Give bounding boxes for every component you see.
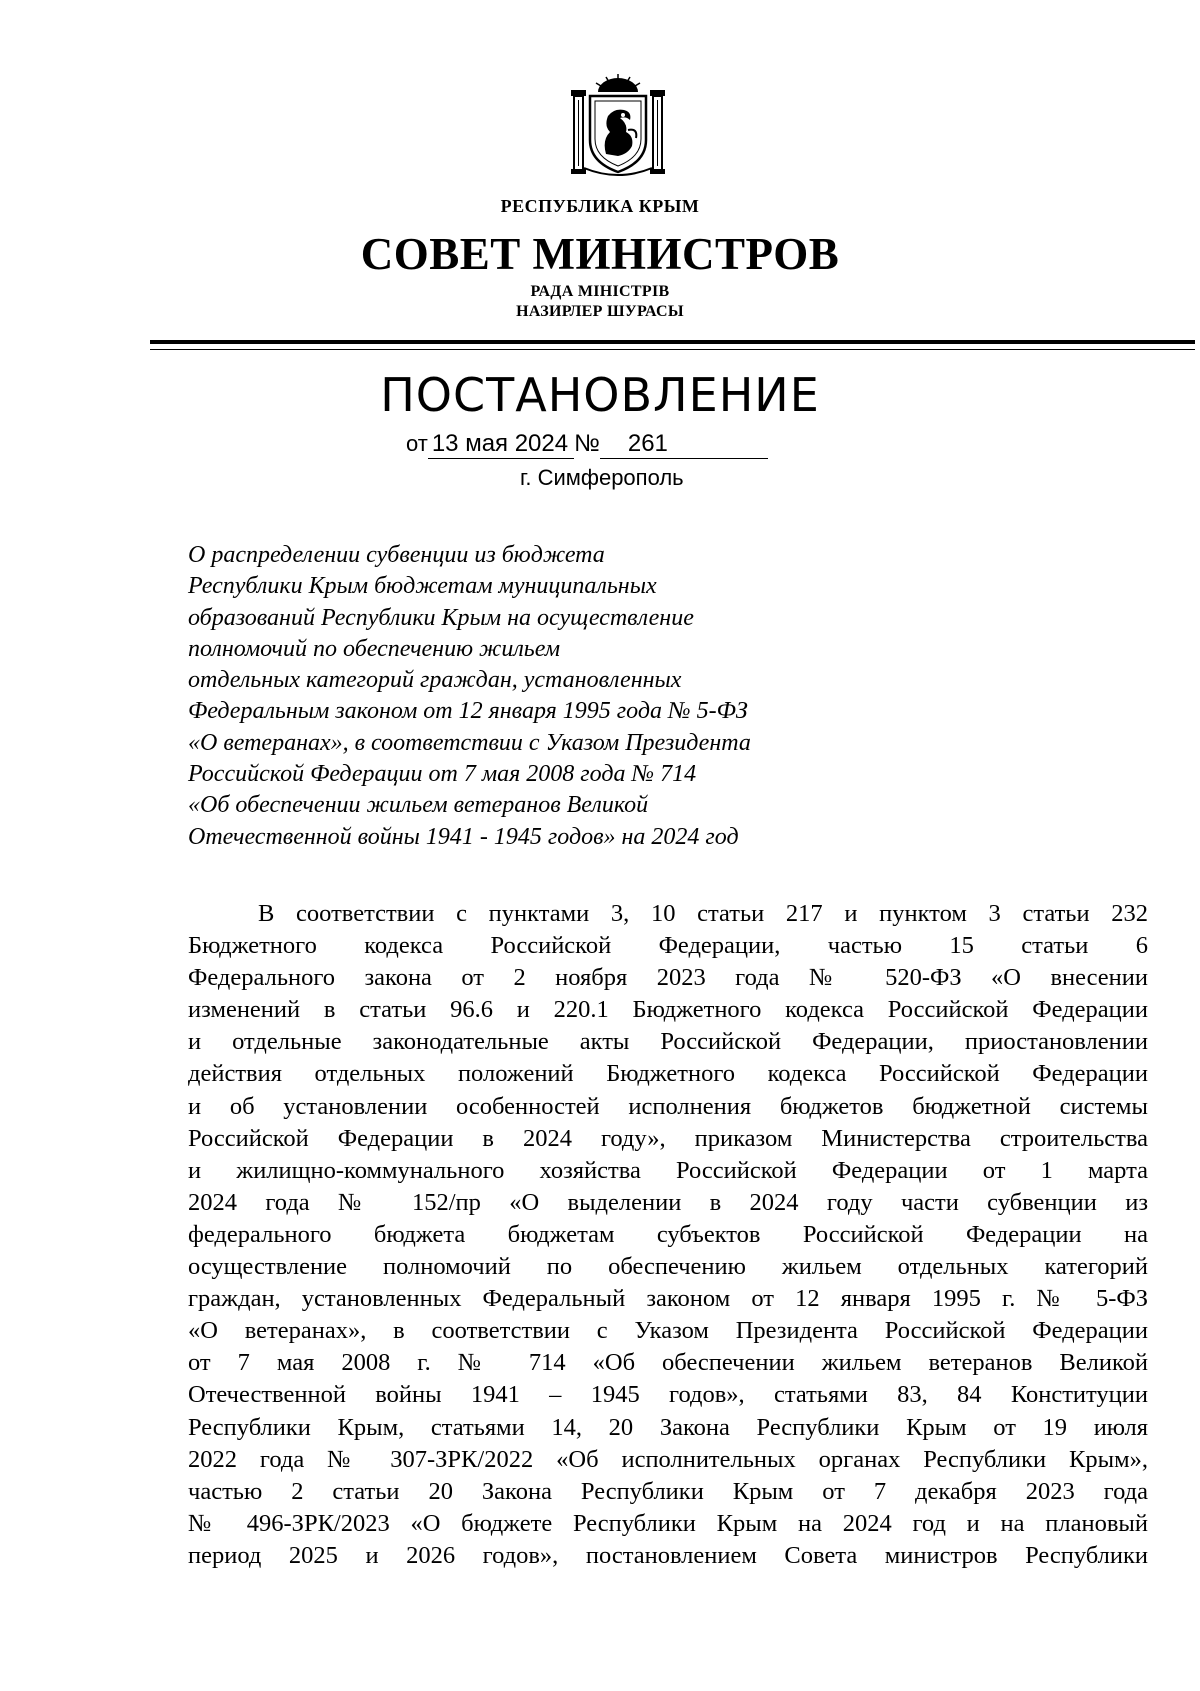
document-city: г. Симферополь <box>520 465 684 490</box>
body-line: «О ветеранах», в соответствии с Указом Президента Российской Федерации <box>188 1317 1148 1345</box>
body-line: осуществление полномочий по обеспечению жильем отдельных категорий <box>188 1253 1148 1281</box>
body-line: Федерального закона от 2 ноября 2023 года № 520-ФЗ «О внесении <box>188 964 1148 992</box>
date-number-line <box>406 430 768 459</box>
body-line: федерального бюджета бюджетам субъектов Российской Федерации на <box>188 1220 1148 1248</box>
header-divider-thick <box>150 340 1195 344</box>
body-line: 2024 года № 152/пр «О выделении в 2024 году части субвенции из <box>188 1188 1148 1216</box>
subject-line: полномочий по обеспечению жильем <box>188 635 561 662</box>
number-prefix: № <box>574 430 600 457</box>
header-divider-thin <box>150 349 1195 350</box>
subject-line: «О ветеранах», в соответствии с Указом Президента <box>188 729 751 756</box>
body-line: граждан, установленных Федеральный законом от 12 января 1995 г. № 5-ФЗ <box>188 1285 1148 1313</box>
body-line: частью 2 статьи 20 Закона Республики Крым от 7 декабря 2023 года <box>188 1477 1148 1505</box>
document-subject <box>188 540 888 853</box>
subject-line: О распределении субвенции из бюджета <box>188 542 605 568</box>
subject-line: Отечественной войны 1941 - 1945 годов» на 2024 год <box>188 823 739 850</box>
body-line: Российской Федерации в 2024 году», приказом Министерства строительства <box>188 1124 1148 1152</box>
body-line: действия отдельных положений Бюджетного кодекса Российской Федерации <box>188 1060 1148 1088</box>
subject-line: Республики Крым бюджетам муниципальных <box>188 573 657 600</box>
body-line: от 7 мая 2008 г. № 714 «Об обеспечении жильем ветеранов Великой <box>188 1349 1148 1377</box>
body-line: и об установлении особенностей исполнения бюджетов бюджетной системы <box>188 1092 1148 1120</box>
document-body <box>188 898 1148 1572</box>
date-prefix: от <box>406 431 428 456</box>
council-name: СОВЕТ МИНИСТРОВ <box>360 229 840 279</box>
republic-name: РЕСПУБЛИКА КРЫМ <box>500 196 700 216</box>
subject-line: Федеральным законом от 12 января 1995 года № 5-ФЗ <box>188 698 748 725</box>
subject-line: образований Республики Крым на осуществление <box>188 604 694 631</box>
body-line: и отдельные законодательные акты Российской Федерации, приостановлении <box>188 1028 1148 1056</box>
body-line: Республики Крым, статьями 14, 20 Закона Республики Крым от 19 июля <box>188 1413 1148 1441</box>
council-name-crimean-tatar: НАЗИРЛЕР ШУРАСЫ <box>516 303 684 320</box>
body-line: Отечественной войны 1941 – 1945 годов», статьями 83, 84 Конституции <box>188 1381 1148 1409</box>
subject-line: отдельных категорий граждан, установленных <box>188 667 682 694</box>
document-number: 261 <box>600 430 768 459</box>
body-line: 2022 года № 307-ЗРК/2022 «Об исполнительных органах Республики Крым», <box>188 1445 1148 1473</box>
subject-line: «Об обеспечении жильем ветеранов Великой <box>188 792 649 819</box>
body-line: период 2025 и 2026 годов», постановлением Совета министров Республики <box>188 1541 1148 1569</box>
body-line: и жилищно-коммунального хозяйства Российской Федерации от 1 марта <box>188 1156 1148 1184</box>
council-name-ukrainian: РАДА МІНІСТРІВ <box>530 283 670 300</box>
document-date: 13 мая 2024 <box>428 430 574 459</box>
crimea-coat-of-arms-icon <box>568 70 668 180</box>
document-title: ПОСТАНОВЛЕНИЕ <box>380 368 820 422</box>
body-line: В соответствии с пунктами 3, 10 статьи 217 и пунктом 3 статьи 232 <box>258 900 1148 927</box>
body-line: Бюджетного кодекса Российской Федерации, частью 15 статьи 6 <box>188 932 1148 960</box>
body-line: изменений в статьи 96.6 и 220.1 Бюджетного кодекса Российской Федерации <box>188 996 1148 1024</box>
subject-line: Российской Федерации от 7 мая 2008 года № 714 <box>188 761 697 788</box>
body-line: № 496-ЗРК/2023 «О бюджете Республики Крым на 2024 год и на плановый <box>188 1509 1148 1537</box>
